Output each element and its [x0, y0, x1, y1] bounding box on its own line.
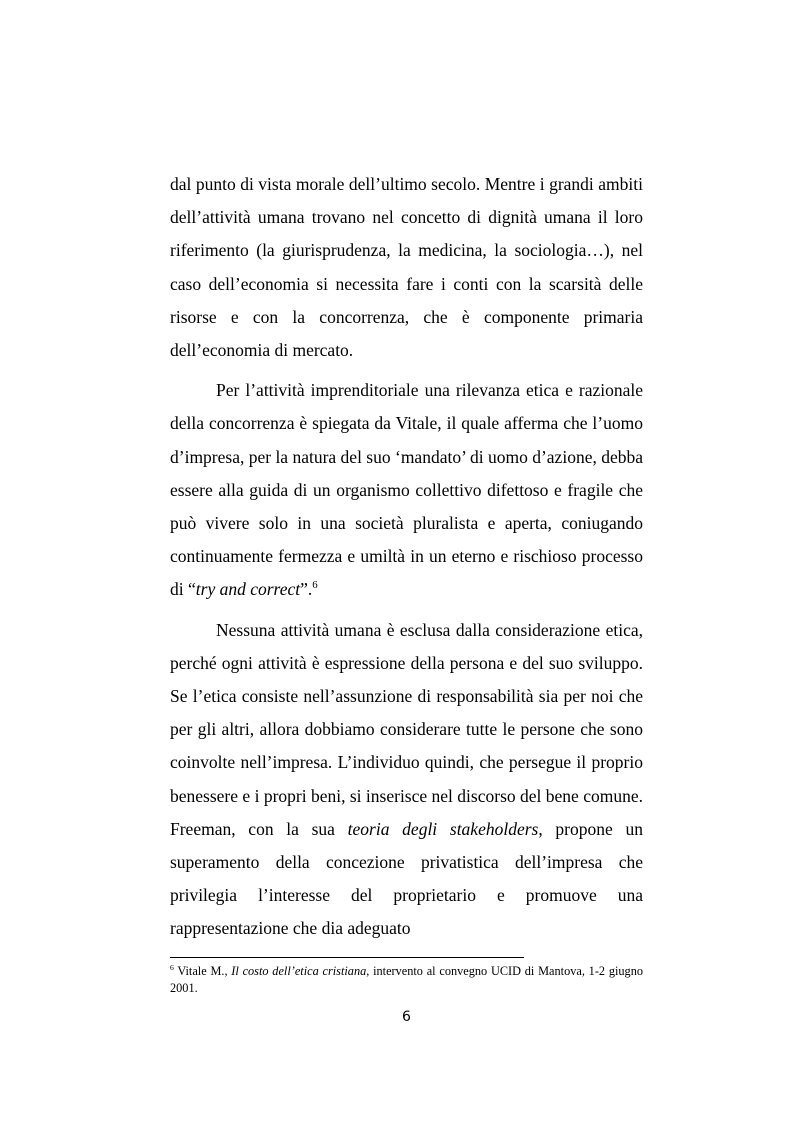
paragraph-2-italic: try and correct	[195, 579, 301, 600]
footnote-title: Il costo dell’etica cristiana	[231, 964, 367, 978]
paragraph-3-text-1: Nessuna attività umana è esclusa dalla considerazione etica, perché ogni attività è espressione della persona e del suo sviluppo. Se l’etica consiste nell’assunzione di responsabilità sia per noi che per gli altri, allora dobbiamo considerare tutte le persone che sono coinvolte nell’impresa. L’individuo quindi, che persegue il proprio benessere e i propri beni, si inserisce nel discorso del bene comune. Freeman, con la sua	[170, 619, 643, 839]
page-number: 6	[402, 1009, 411, 1025]
footnote-rest: , intervento al convegno UCID di Mantova, 1-2 giugno 2001.	[170, 964, 643, 995]
paragraph-3-text-2: , propone un superamento della concezione privatistica dell’impresa che privilegia l’interesse del proprietario e promuove una rappresentazione che dia adeguato	[170, 818, 643, 939]
paragraph-2	[170, 374, 643, 606]
footnote	[170, 963, 643, 997]
footnote-reference[interactable]: 6	[312, 579, 318, 592]
footnote-author: Vitale M.,	[173, 964, 232, 978]
paragraph-2-text: Per l’attività imprenditoriale una rilevanza etica e razionale della concorrenza è spiegata da Vitale, il quale afferma che l’uomo d’impresa, per la natura del suo ‘mandato’ di uomo d’azione, debba essere alla guida di un organismo collettivo difettoso e fragile che può vivere solo in una società pluralista e aperta, coniugando continuamente fermezza e umiltà in un eterno e rischioso processo di “	[170, 380, 643, 600]
paragraph-2-close: ”.	[300, 579, 313, 600]
paragraph-3	[170, 614, 643, 946]
body-text	[170, 168, 643, 946]
footnote-separator	[170, 957, 524, 958]
paragraph-3-italic: teoria degli stakeholders	[347, 818, 539, 839]
footnote-number: 6	[170, 962, 174, 972]
paragraph-1: dal punto di vista morale dell’ultimo secolo. Mentre i grandi ambiti dell’attività umana trovano nel concetto di dignità umana il loro riferimento (la giurisprudenza, la medicina, la sociologia…), nel caso dell’economia si necessita fare i conti con la scarsità delle risorse e con la concorrenza, che è componente primaria dell’economia di mercato.	[170, 174, 643, 361]
